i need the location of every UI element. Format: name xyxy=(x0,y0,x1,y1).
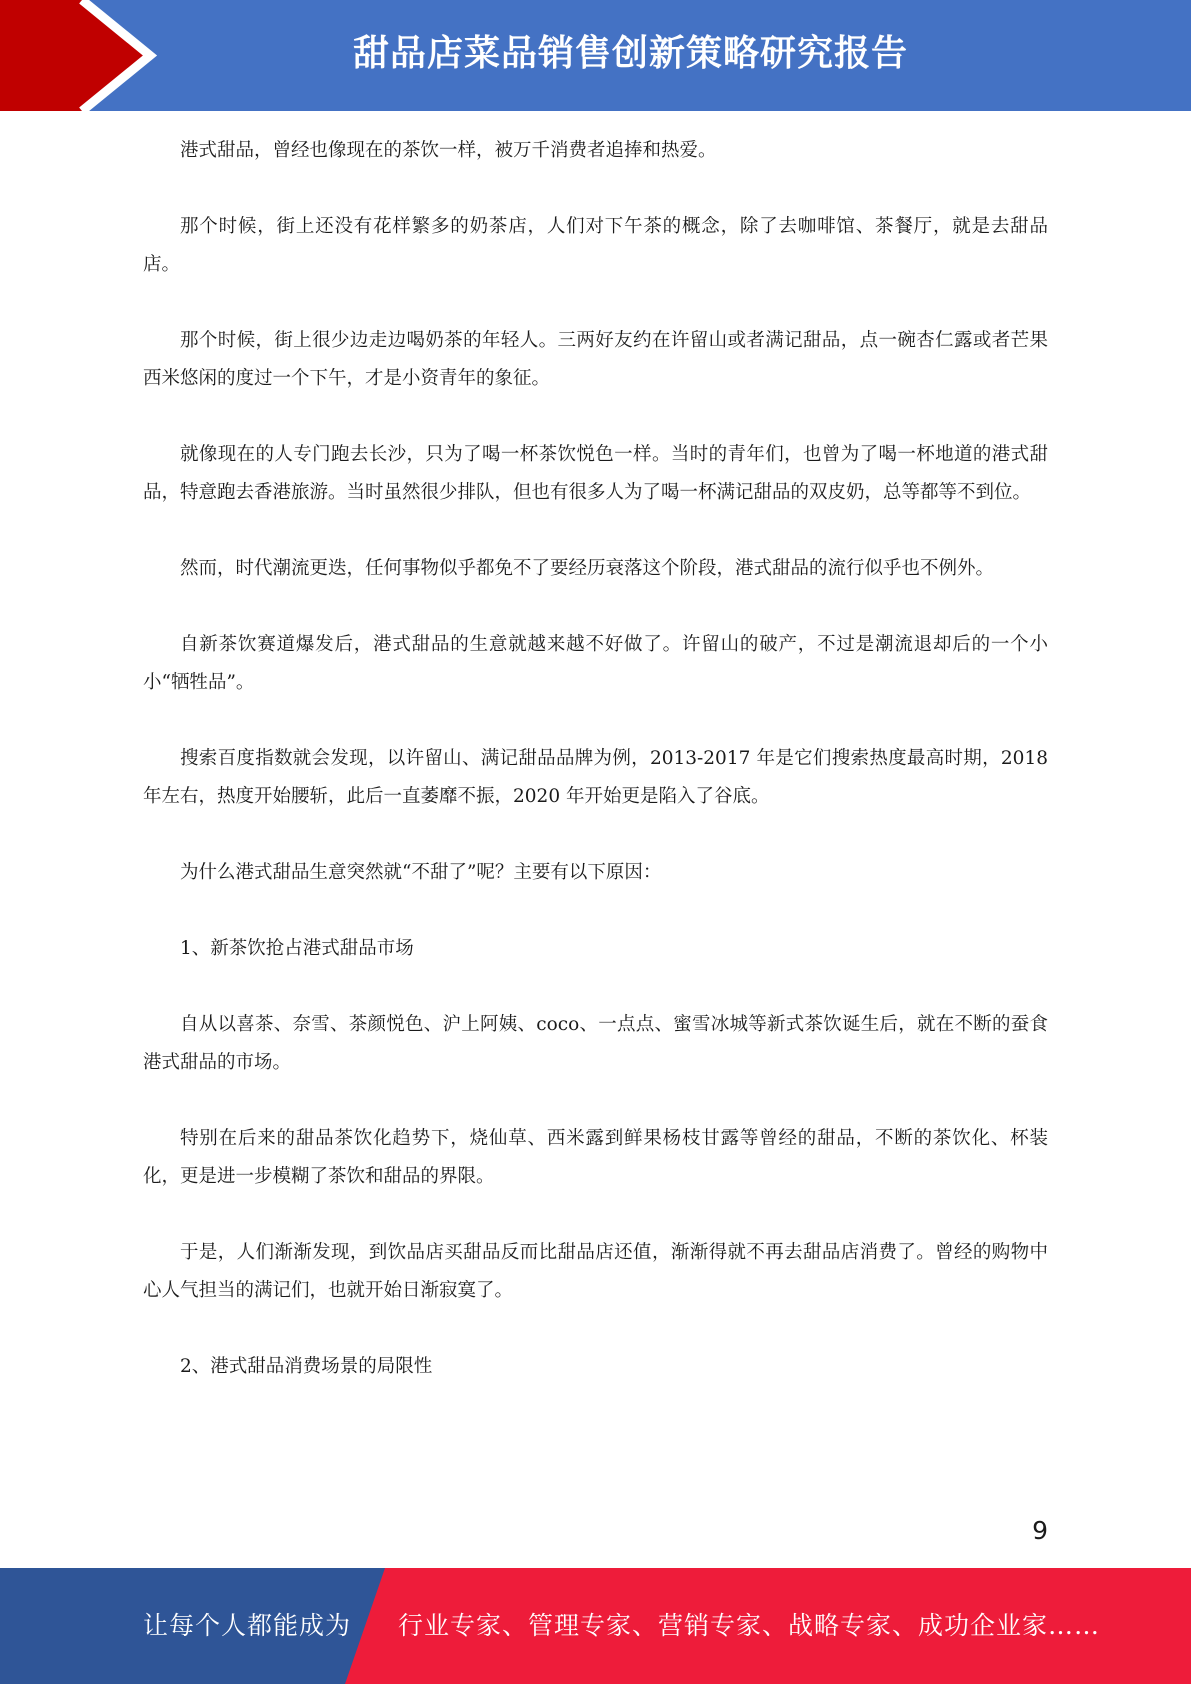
paragraph: 为什么港式甜品生意突然就“不甜了”呢？主要有以下原因： xyxy=(180,862,662,883)
page-number: 9 xyxy=(1032,1516,1048,1545)
page-footer xyxy=(0,1568,1191,1684)
section-heading: 1、新茶饮抢占港式甜品市场 xyxy=(180,938,414,959)
document-body xyxy=(143,132,1048,1424)
paragraph: 特别在后来的甜品茶饮化趋势下，烧仙草、西米露到鲜果杨枝甘露等曾经的甜品，不断的茶饮化、杯装化，更是进一步模糊了茶饮和甜品的界限。 xyxy=(143,1128,1048,1187)
report-title: 甜品店菜品销售创新策略研究报告 xyxy=(352,33,908,74)
page-header xyxy=(0,0,1191,111)
paragraph: 于是，人们渐渐发现，到饮品店买甜品反而比甜品店还值，渐渐得就不再去甜品店消费了。曾经的购物中心人气担当的满记们，也就开始日渐寂寞了。 xyxy=(143,1242,1048,1301)
footer-slogan-left: 让每个人都能成为 xyxy=(143,1611,352,1640)
paragraph: 自新茶饮赛道爆发后，港式甜品的生意就越来越不好做了。许留山的破产，不过是潮流退却后的一个小小“牺牲品”。 xyxy=(143,634,1048,693)
paragraph: 自从以喜茶、奈雪、茶颜悦色、沪上阿姨、coco、一点点、蜜雪冰城等新式茶饮诞生后，就在不断的蚕食港式甜品的市场。 xyxy=(143,1014,1048,1073)
section-heading: 2、港式甜品消费场景的局限性 xyxy=(180,1356,433,1377)
paragraph: 然而，时代潮流更迭，任何事物似乎都免不了要经历衰落这个阶段，港式甜品的流行似乎也不例外。 xyxy=(180,558,995,579)
paragraph: 就像现在的人专门跑去长沙，只为了喝一杯茶饮悦色一样。当时的青年们，也曾为了喝一杯地道的港式甜品，特意跑去香港旅游。当时虽然很少排队，但也有很多人为了喝一杯满记甜品的双皮奶，总等都等不到位。 xyxy=(143,444,1048,503)
paragraph: 港式甜品，曾经也像现在的茶饮一样，被万千消费者追捧和热爱。 xyxy=(180,140,717,161)
paragraph: 搜索百度指数就会发现，以许留山、满记甜品品牌为例，2013-2017 年是它们搜索热度最高时期，2018 年左右，热度开始腰斩，此后一直萎靡不振，2020 年开始更是陷入了谷底。 xyxy=(143,748,1048,807)
paragraph: 那个时候，街上还没有花样繁多的奶茶店，人们对下午茶的概念，除了去咖啡馆、茶餐厅，就是去甜品店。 xyxy=(143,216,1048,275)
footer-slogan-right: 行业专家、管理专家、营销专家、战略专家、成功企业家…… xyxy=(398,1611,1101,1640)
paragraph: 那个时候，街上很少边走边喝奶茶的年轻人。三两好友约在许留山或者满记甜品，点一碗杏仁露或者芒果西米悠闲的度过一个下午，才是小资青年的象征。 xyxy=(143,330,1048,389)
